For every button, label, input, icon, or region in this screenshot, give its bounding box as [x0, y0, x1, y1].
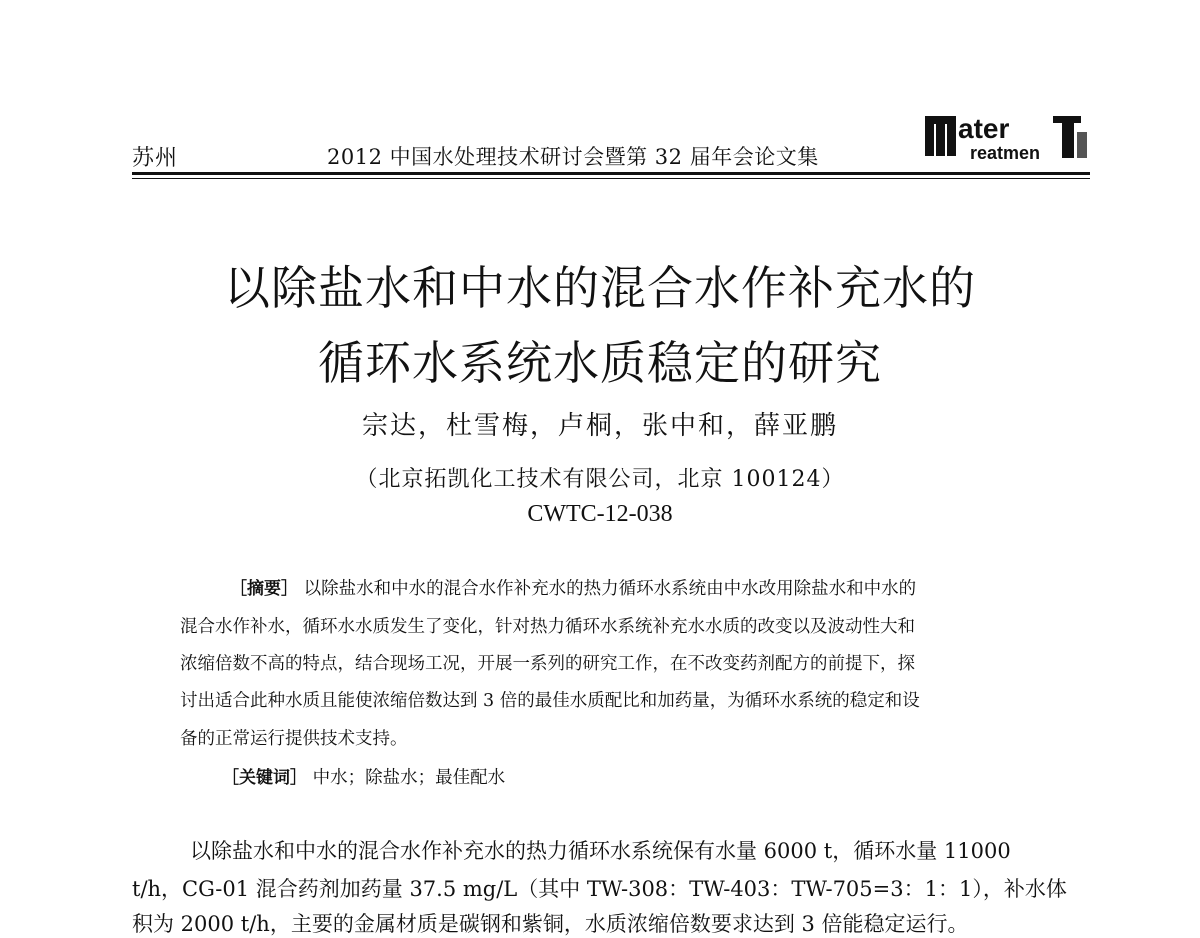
abstract-line3: 浓缩倍数不高的特点，结合现场工况，开展一系列的研究工作，在不改变药剂配方的前提下，探 — [180, 654, 915, 674]
logo-text-top: ater — [958, 113, 1010, 144]
water-treatment-logo — [925, 110, 1090, 168]
paper-affiliation: （北京拓凯化工技术有限公司，北京 100124） — [355, 467, 845, 492]
logo-text-bottom: reatmen — [970, 143, 1041, 163]
abstract-line4: 讨出适合此种水质且能使浓缩倍数达到 3 倍的最佳水质配比和加药量，为循环水系统的稳定和设 — [180, 691, 920, 711]
abstract-text-1: 以除盐水和中水的混合水作补充水的热力循环水系统由中水改用除盐水和中水的 — [303, 579, 917, 599]
paper-title-line1: 以除盐水和中水的混合水作补充水的 — [224, 261, 976, 315]
header-rule-thin — [132, 178, 1090, 179]
abstract-line5: 备的正常运行提供技术支持。 — [180, 729, 408, 749]
paper-authors: 宗达，杜雪梅，卢桐，张中和，薛亚鹏 — [361, 411, 838, 441]
body-line3: 积为 2000 t/h，主要的金属材质是碳钢和紫铜，水质浓缩倍数要求达到 3 倍能稳定运行。 — [132, 912, 969, 936]
body-line1: 以除盐水和中水的混合水作补充水的热力循环水系统保有水量 6000 t，循环水量 11000 — [190, 839, 1011, 863]
paper-title-line2: 循环水系统水质稳定的研究 — [318, 336, 882, 390]
abstract-line1 — [230, 574, 1100, 600]
proceedings-title: 2012 中国水处理技术研讨会暨第 32 届年会论文集 — [327, 145, 819, 169]
keywords-text: 中水；除盐水；最佳配水 — [312, 768, 506, 788]
header-rule — [132, 172, 1090, 175]
body-line2: t/h，CG-01 混合药剂加药量 37.5 mg/L（其中 TW-308：TW-403：TW-705=3：1：1），补水体 — [132, 877, 1067, 901]
abstract-label: ［摘要］ — [230, 579, 298, 599]
paper-code: CWTC-12-038 — [527, 501, 673, 527]
abstract-line2: 混合水作补水，循环水水质发生了变化，针对热力循环水系统补充水水质的改变以及波动性大和 — [180, 617, 915, 637]
keywords-line — [222, 763, 1092, 789]
header-location: 苏州 — [132, 146, 179, 171]
keywords-label: ［关键词］ — [222, 768, 307, 788]
